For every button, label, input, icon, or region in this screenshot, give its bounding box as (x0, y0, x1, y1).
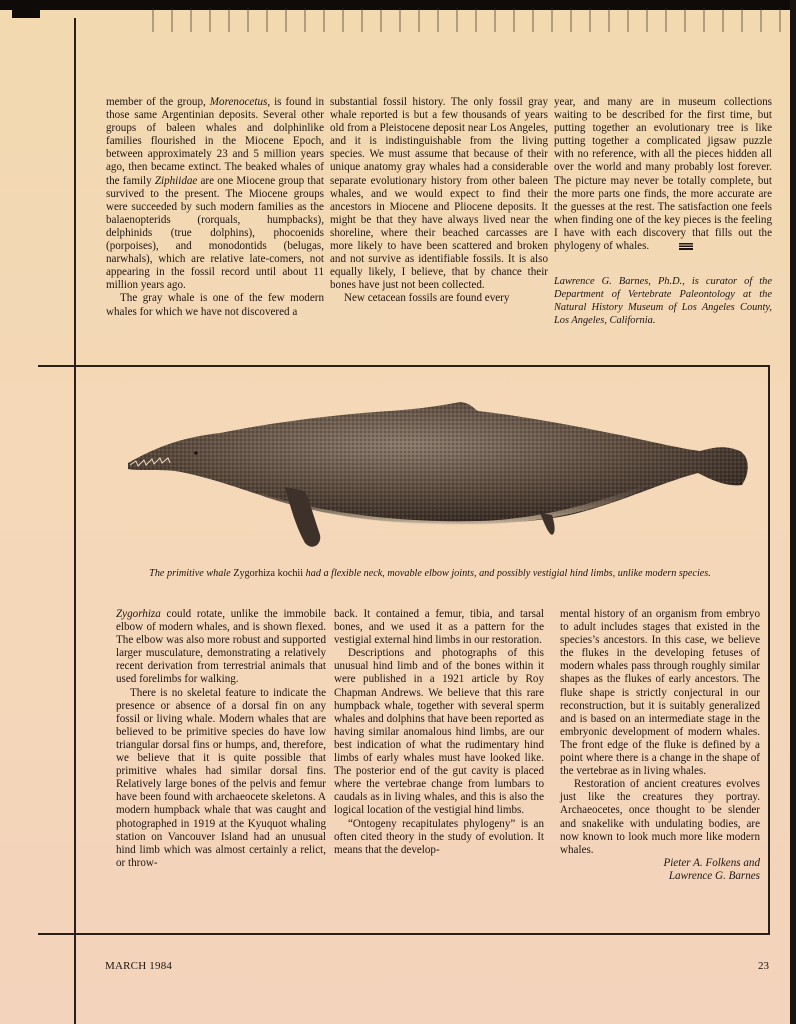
top-column-2 (330, 96, 548, 306)
bottom-column-1 (116, 608, 326, 870)
whale-eye (194, 451, 197, 454)
italic-term: Morenocetus (209, 96, 268, 108)
paragraph (330, 292, 548, 305)
scan-edge-block (12, 0, 40, 18)
figure-caption (100, 568, 760, 579)
left-page-rule (74, 18, 76, 1024)
paragraph (560, 778, 760, 857)
paragraph (334, 608, 544, 647)
text-run: Descriptions and photographs of this unusual hind limb and of the bones within it were published in a 1921 article by Roy Chapman Andrews. We believe that this rare humpback whale, together with several sperm whales and dolphins that have been reported as having similar anomalous hind limbs, are our best indication of what the rudimentary hind limbs of early whales must have looked like. The posterior end of the gut cavity is placed where the vertebrae change from lumbars to caudals as in living whales, and this is also the logical location of the vestigial hind limbs. (334, 647, 544, 817)
paragraph (116, 687, 326, 870)
text-run: New cetacean fossils are found every (344, 292, 510, 305)
bottom-column-3-body (560, 608, 760, 857)
text-run: There is no skeletal feature to indicate the presence or absence of a dorsal fin on any fossil or living whale. Modern whales that are believed to be primitive species do have low triangular dorsal fins or humps, and, therefore, we believe that it is quite possible that primitive whales had similar dorsal fins. Relatively large bones of the pelvis and femur have been found with archaeocete skeletons. A modern humpback whale that was caught and photographed in 1919 at the Kyuquot whaling station on Vancouver Island had an unusual hind limb which was almost certainly a relict, or throw- (116, 686, 326, 869)
issue-date: MARCH 1984 (105, 960, 173, 972)
paragraph (116, 608, 326, 687)
byline-line-2: Lawrence G. Barnes (668, 869, 760, 882)
article-bottom-rule (38, 933, 770, 935)
paragraph (106, 96, 324, 292)
paragraph (554, 96, 772, 253)
bottom-column-2 (334, 608, 544, 857)
caption-text-1: The primitive whale (149, 568, 234, 579)
text-run: are one Miocene group that survived to the present. The Miocene groups were succeeded by such modern families as the balaenopterids (rorquals, humpbacks), delphinids (true dolphins), phocoenids (porpoises), and monodontids (belugas, narwhals), which are relative late-comers, not appearing in the fossil record until about 11 million years ago. (106, 174, 325, 292)
text-run: , is found in those same Argentinian deposits. Several other groups of baleen whales and dolphinlike families flourished in the Miocene Epoch, between approximately 23 and 5 million years ago, then became extinct. The beaked whales of the family (106, 96, 324, 187)
paragraph (560, 608, 760, 778)
whale-body (128, 402, 748, 525)
caption-species: Zygorhiza kochii (233, 568, 304, 579)
text-run: could rotate, unlike the immobile elbow of modern whales, and is shown flexed. The elbow was also more robust and supported larger musculature, demonstrating a relatively recent derivation from terrestrial animals that used forelimbs for walking. (116, 608, 326, 686)
text-run: The gray whale is one of the few modern whales for which we have not discovered a (106, 292, 324, 318)
paragraph (106, 292, 324, 318)
bleed-through-text (140, 8, 790, 32)
text-run: substantial fossil history. The only fossil gray whale reported is but a few thousands of years old from a Pleistocene deposit near Los Angeles, and it is indistinguishable from the living species. We must assume that because of their unique anatomy gray whales had a considerable separate evolutionary history from other baleen whales, and we would expect to find their ancestors in Miocene and Pliocene deposits. It might be that they have always lived near the shoreline, where their beached carcasses are more likely to have been scattered and broken and not survive as identifiable fossils. It is also equally likely, I believe, that by chance their bones have just not been collected. (330, 96, 548, 292)
top-column-1 (106, 96, 324, 319)
paragraph (330, 96, 548, 292)
byline-line-1: Pieter A. Folkens and (663, 856, 760, 869)
text-run: back. It contained a femur, tibia, and tarsal bones, and we used it as a pattern for the vestigial external hind limbs in our restoration. (334, 608, 544, 647)
top-column-3 (554, 96, 772, 327)
figure-top-rule (38, 365, 770, 367)
whale-illustration (100, 375, 760, 560)
frame-right-rule (768, 365, 770, 935)
text-run: year, and many are in museum collections waiting to be described for the first time, but putting together an evolutionary tree is like putting together a complicated jigsaw puzzle with no reference, with all the pieces hidden all over the world and many probably lost forever. The picture may never be totally complete, but the more parts one finds, the more accurate are the guesses at the rest. The satisfaction one feels when finding one of the key pieces is the feeling I have with each discovery that fills out the phylogeny of whales. (554, 96, 772, 253)
paragraph (334, 647, 544, 817)
text-run: member of the group, (106, 96, 210, 108)
text-run: Restoration of ancient creatures evolves just like the creatures they portray. Archaeocetes, once thought to be slender and snakelike with undulating bodies, are now known to look much more like modern whales. (560, 778, 760, 856)
bottom-column-3 (560, 608, 760, 883)
text-run: “Ontogeny recapitulates phylogeny” is an often cited theory in the study of evolution. It means that the develop- (334, 817, 544, 856)
italic-term: Ziphiidae (154, 174, 198, 187)
scan-edge-right (790, 0, 796, 1024)
caption-text-2: had a flexible neck, movable elbow joints, and possibly vestigial hind limbs, unlike modern species. (303, 568, 711, 579)
text-run: mental history of an organism from embryo to adult includes stages that existed in the species’s ancestors. In this case, we believe the flukes in the developing fetuses of modern whales pass through roughly similar shapes as the flukes of early ancestors. The fluke shape is strictly conjectural in our reconstruction, but it is suitably generalized and is based on an intermediate stage in the embryonic development of modern whales. The front edge of the fluke is defined by a point where there is a change in the shape of the vertebrae as in living whales. (560, 608, 760, 778)
end-of-article-icon (679, 243, 693, 250)
top-column-3-body (554, 96, 772, 253)
author-bio: Lawrence G. Barnes, Ph.D., is curator of the Department of Vertebrate Paleontology at the Natural History Museum of Los Angeles County, Los Angeles, California. (554, 276, 772, 327)
italic-term: Zygorhiza (116, 608, 161, 620)
zygorhiza-whale-drawing (100, 375, 760, 560)
paragraph (334, 818, 544, 857)
page-number: 23 (758, 960, 769, 972)
